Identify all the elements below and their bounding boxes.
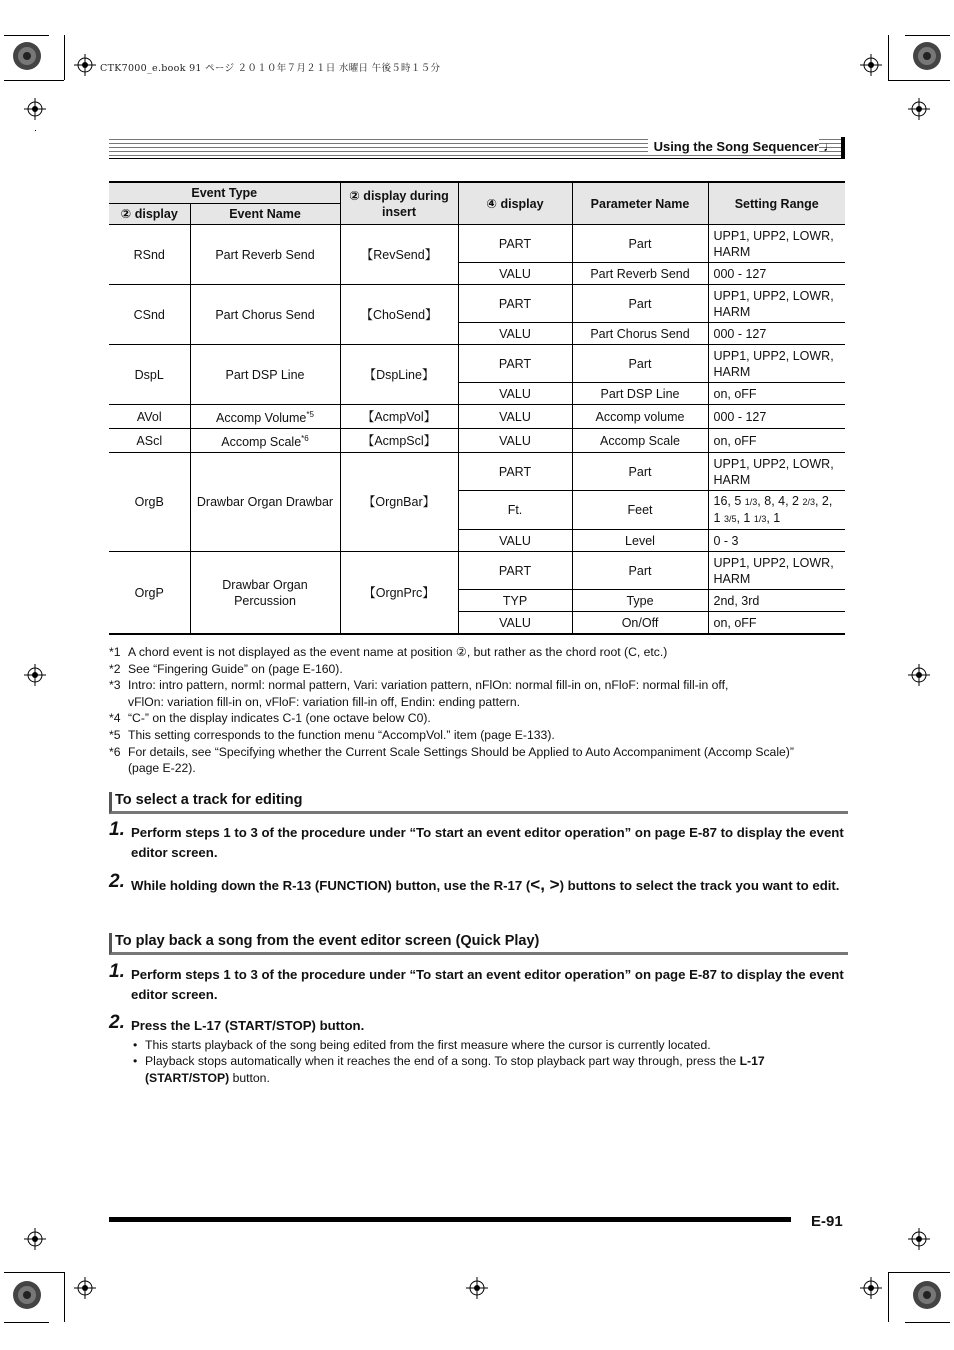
arrow-buttons-symbol: <, > xyxy=(530,875,560,894)
cell-insert: 【OrgnBar】 xyxy=(340,453,458,552)
cell-event-name: Part Chorus Send xyxy=(190,285,340,345)
footnote: *1 A chord event is not displayed as the event name at position ②, but rather as the chord root (C, etc.) xyxy=(109,645,668,659)
registration-mark-icon xyxy=(24,98,46,120)
cell-param: Accomp volume xyxy=(572,405,708,429)
cell-range: UPP1, UPP2, LOWR, HARM xyxy=(708,453,845,491)
fraction: 2/3 xyxy=(802,497,815,508)
cell-d4: TYP xyxy=(458,590,572,612)
header-display4: ④ display xyxy=(458,182,572,225)
cell-insert: 【AcmpVol】 xyxy=(340,405,458,429)
header-event-type: Event Type xyxy=(109,182,340,204)
section-heading-quick-play: To play back a song from the event editor screen (Quick Play) xyxy=(109,933,848,955)
cell-range: on, oFF xyxy=(708,383,845,405)
fraction: 1/3 xyxy=(744,497,758,508)
registration-mark-icon xyxy=(466,1277,488,1299)
page-number: E-91 xyxy=(811,1213,843,1230)
cell-display: OrgP xyxy=(109,552,190,634)
cell-param: Part Reverb Send xyxy=(572,263,708,285)
cell-range: on, oFF xyxy=(708,429,845,453)
cell-range: 000 - 127 xyxy=(708,405,845,429)
cell-param: On/Off xyxy=(572,612,708,634)
table-row xyxy=(109,345,845,383)
cell-display: CSnd xyxy=(109,285,190,345)
registration-wheel-icon xyxy=(12,41,42,71)
cell-range: 000 - 127 xyxy=(708,263,845,285)
registration-mark-icon xyxy=(74,54,96,76)
table-row xyxy=(109,225,845,263)
cell-d4: VALU xyxy=(458,405,572,429)
cell-d4: PART xyxy=(458,345,572,383)
step-2: 2. While holding down the R-13 (FUNCTION) button, use the R-17 (<, >) buttons to select the track you want to edit. xyxy=(109,871,840,894)
cell-event-name: Drawbar Organ Drawbar xyxy=(190,453,340,552)
cell-event-name xyxy=(190,429,340,453)
footnote: *5 This setting corresponds to the function menu “AccompVol.” item (page E-133). xyxy=(109,727,555,742)
bullet-item: • This starts playback of the song being edited from the first measure where the cursor is currently located. xyxy=(133,1038,711,1052)
footnote-ref: *6 xyxy=(301,434,309,444)
header-event-name: Event Name xyxy=(190,204,340,225)
cell-insert: 【RevSend】 xyxy=(340,225,458,285)
cell-d4: VALU xyxy=(458,323,572,345)
registration-wheel-icon xyxy=(912,41,942,71)
table-row xyxy=(109,453,845,491)
section-heading-select-track: To select a track for editing xyxy=(109,792,848,814)
cell-param: Part DSP Line xyxy=(572,383,708,405)
cell-param: Type xyxy=(572,590,708,612)
registration-wheel-icon xyxy=(912,1280,942,1310)
table-row xyxy=(109,405,845,429)
footnote: *3 Intro: intro pattern, norml: normal pattern, Vari: variation pattern, nFlOn: normal fill-in on, nFloF: normal fill-in off, vFlOn: variation fill-in on, vFloF: variation fill-in off, Endin: ending pattern. xyxy=(109,678,729,709)
event-name-text: Accomp Volume xyxy=(216,411,307,426)
bullet-item: • Playback stops automatically when it reaches the end of a song. To stop playback part way through, press the L-17 (START/STOP) button. xyxy=(133,1054,765,1085)
cell-display: RSnd xyxy=(109,225,190,285)
footnotes xyxy=(109,644,849,777)
step-1: 1. Perform steps 1 to 3 of the procedure under “To start an event editor operation” on page E-87 to display the event editor screen. xyxy=(109,961,844,1002)
header-end-bar xyxy=(841,137,845,159)
table-row xyxy=(109,429,845,453)
cell-param: Part xyxy=(572,285,708,323)
cell-d4: VALU xyxy=(458,383,572,405)
cell-event-name: Part Reverb Send xyxy=(190,225,340,285)
cell-d4: VALU xyxy=(458,263,572,285)
cell-display: DspL xyxy=(109,345,190,405)
event-table xyxy=(109,181,845,635)
registration-mark-icon xyxy=(908,98,930,120)
registration-mark-icon xyxy=(860,1277,882,1299)
footnote: *4 “C-” on the display indicates C-1 (one octave below C0). xyxy=(109,711,431,726)
cell-param: Part Chorus Send xyxy=(572,323,708,345)
header-parameter-name: Parameter Name xyxy=(572,182,708,225)
cell-range: UPP1, UPP2, LOWR, HARM xyxy=(708,225,845,263)
cell-range: on, oFF xyxy=(708,612,845,634)
cell-event-name xyxy=(190,405,340,429)
header-display-during-insert: ② display during insert xyxy=(340,182,458,225)
cell-param: Level xyxy=(572,530,708,552)
registration-mark-icon xyxy=(908,1228,930,1250)
cell-d4: PART xyxy=(458,225,572,263)
step-2: 2. Press the L-17 (START/STOP) button. xyxy=(109,1012,365,1033)
cell-param: Part xyxy=(572,225,708,263)
cell-param: Accomp Scale xyxy=(572,429,708,453)
cell-range: UPP1, UPP2, LOWR, HARM xyxy=(708,285,845,323)
cell-d4: Ft. xyxy=(458,491,572,530)
cell-d4: VALU xyxy=(458,530,572,552)
cell-d4: PART xyxy=(458,285,572,323)
cell-d4: VALU xyxy=(458,612,572,634)
fraction: 3/5 xyxy=(723,514,737,525)
table-row xyxy=(109,552,845,590)
cell-param: Feet xyxy=(572,491,708,530)
event-name-text: Accomp Scale xyxy=(221,435,302,450)
registration-wheel-icon xyxy=(12,1280,42,1310)
cell-param: Part xyxy=(572,345,708,383)
footer-rule xyxy=(109,1217,791,1222)
footnote: *6 For details, see “Specifying whether the Current Scale Settings Should be Applied to Auto Accompaniment (Accomp Scale)” (page E-22). xyxy=(109,744,794,776)
header-display2: ② display xyxy=(109,204,190,225)
running-header-title: Using the Song Sequencer xyxy=(648,139,819,154)
cell-display: OrgB xyxy=(109,453,190,552)
cell-range: 16, 5 1/3, 8, 4, 2 2/3, 2, 1 3/5, 1 1/3, 1 xyxy=(708,491,845,530)
cell-display: AVol xyxy=(109,405,190,429)
registration-mark-icon xyxy=(74,1277,96,1299)
cell-event-name: Drawbar Organ Percussion xyxy=(190,552,340,634)
registration-mark-icon xyxy=(24,1228,46,1250)
cell-range: 000 - 127 xyxy=(708,323,845,345)
cell-range: UPP1, UPP2, LOWR, HARM xyxy=(708,345,845,383)
music-note-icon: ♩ xyxy=(823,138,837,154)
header-setting-range: Setting Range xyxy=(708,182,845,225)
registration-mark-icon xyxy=(860,54,882,76)
cell-insert: 【AcmpScl】 xyxy=(340,429,458,453)
cell-range: 0 - 3 xyxy=(708,530,845,552)
fraction: 1/3 xyxy=(753,514,767,525)
table-row xyxy=(109,285,845,323)
cell-d4: PART xyxy=(458,552,572,590)
cell-d4: VALU xyxy=(458,429,572,453)
book-header: CTK7000_e.book 91 ページ ２０１０年７月２１日 水曜日 午後５時１５分 xyxy=(100,63,441,74)
cell-insert: 【ChoSend】 xyxy=(340,285,458,345)
cell-range: 2nd, 3rd xyxy=(708,590,845,612)
cell-insert: 【OrgnPrc】 xyxy=(340,552,458,634)
cell-event-name: Part DSP Line xyxy=(190,345,340,405)
step-1: 1. Perform steps 1 to 3 of the procedure under “To start an event editor operation” on page E-87 to display the event editor screen. xyxy=(109,819,844,860)
cell-range: UPP1, UPP2, LOWR, HARM xyxy=(708,552,845,590)
cell-display: AScl xyxy=(109,429,190,453)
cell-d4: PART xyxy=(458,453,572,491)
registration-mark-icon xyxy=(908,664,930,686)
registration-mark-icon xyxy=(24,664,46,686)
cell-insert: 【DspLine】 xyxy=(340,345,458,405)
cell-param: Part xyxy=(572,453,708,491)
running-header xyxy=(109,137,845,159)
footnote: *2 See “Fingering Guide” on (page E-160). xyxy=(109,661,343,676)
cell-param: Part xyxy=(572,552,708,590)
footnote-ref: *5 xyxy=(306,410,314,419)
